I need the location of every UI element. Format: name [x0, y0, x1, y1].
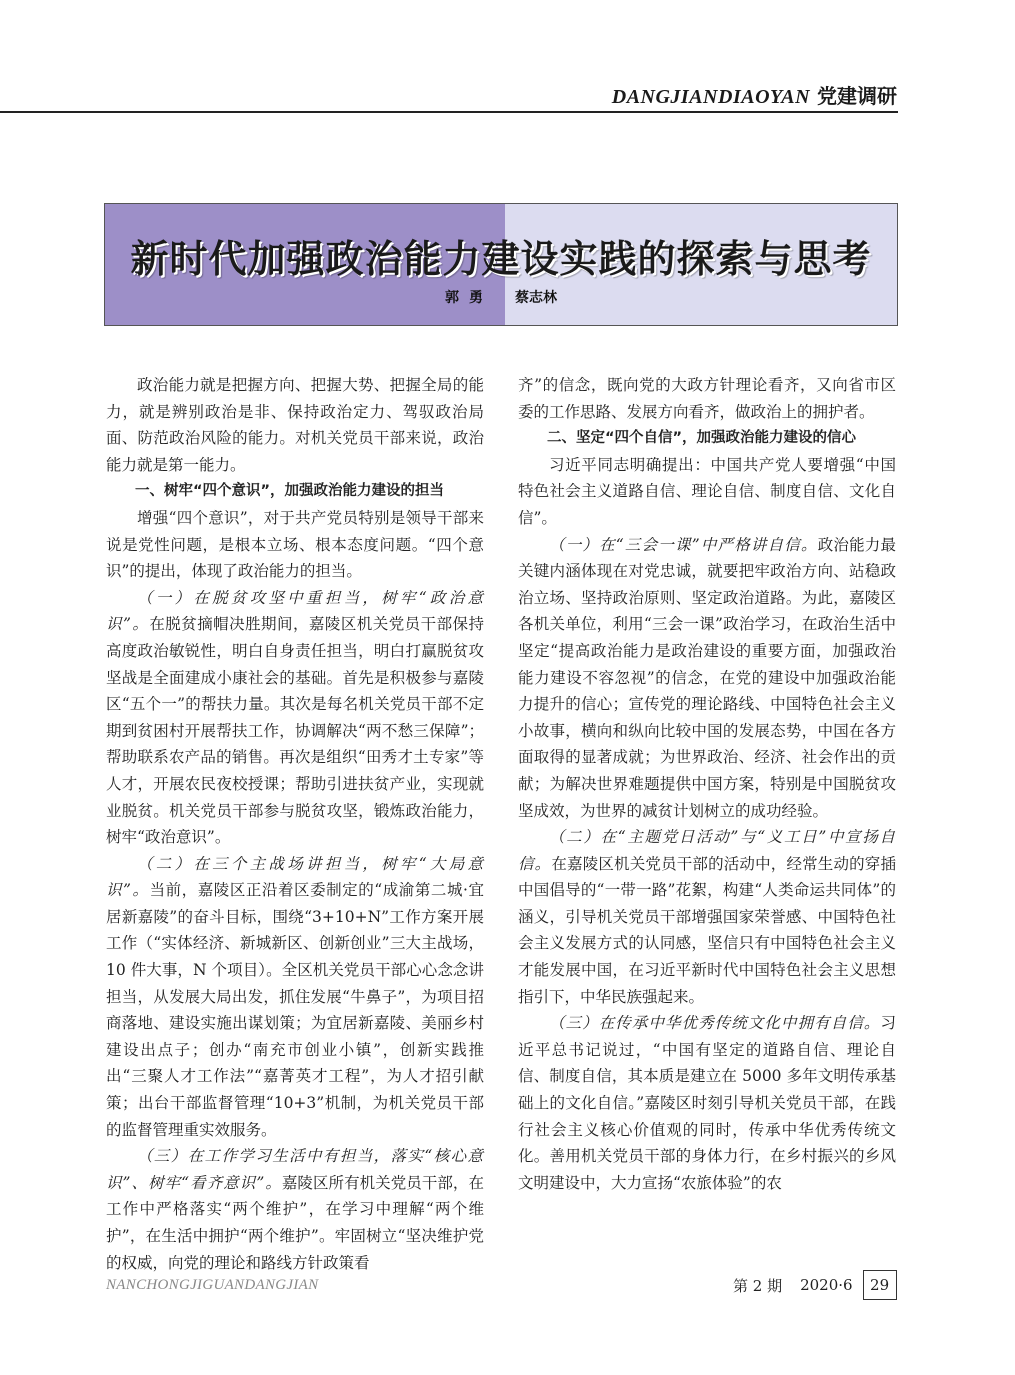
author-2: 蔡志林 — [515, 290, 557, 306]
header-rule — [0, 111, 898, 113]
paragraph-text: 在脱贫摘帽决胜期间，嘉陵区机关党员干部保持高度政治敏锐性，明白自身责任担当，明白打赢脱贫攻坚战是全面建成小康社会的基础。首先是积极参与嘉陵区“五个一”的帮扶力量。其次是每名机关党员干部不定期到贫困村开展帮扶工作，协调解决“两不愁三保障”；帮助联系农产品的销售。再次是组织“田秀才土专家”等人才，开展农民夜校授课；帮助引进扶贫产业，实现就业脱贫。机关党员干部参与脱贫攻坚，锻炼政治能力，树牢“政治意识”。 — [106, 615, 484, 847]
paragraph — [518, 532, 896, 825]
left-column — [106, 372, 484, 1276]
title-banner — [104, 203, 898, 326]
paragraph-text: 在嘉陵区机关党员干部的活动中，经常生动的穿插中国倡导的“一带一路”花絮，构建“人类命运共同体”的涵义，引导机关党员干部增强国家荣誉感、中国特色社会主义发展方式的认同感，坚信只有中国特色社会主义才能发展中国，在习近平新时代中国特色社会主义思想指引下，中华民族强起来。 — [518, 854, 896, 1006]
paragraph — [518, 824, 896, 1010]
paragraph — [106, 851, 484, 1144]
subheading: （一）在脱贫攻坚中重担当，树牢“政治意识”。 — [106, 588, 484, 634]
article-authors — [105, 287, 897, 307]
subheading: （一）在“三会一课”中严格讲自信。 — [549, 535, 818, 554]
section-name-chinese: 党建调研 — [817, 84, 897, 108]
section-heading-2: 二、坚定“四个自信”，加强政治能力建设的信心 — [547, 430, 857, 447]
paragraph-text: 政治能力最关键内涵体现在对党忠诚，就要把牢政治方向、站稳政治立场、坚持政治原则、坚定政治道路。为此，嘉陵区各机关单位，利用“三会一课”政治学习，在政治生活中坚定“提高政治能力是政治建设的重要方面，加强政治能力建设不容忽视”的信念，在党的建设中加强政治能力提升的信心；宣传党的理论路线、中国特色社会主义小故事，横向和纵向比较中国的发展态势，中国在各方面取得的显著成就；为世界政治、经济、社会作出的贡献；为解决世界难题提供中国方案，特别是中国脱贫攻坚成效，为世界的减贫计划树立的成功经验。 — [518, 535, 896, 820]
journal-name: NANCHONGJIGUANDANGJIAN — [106, 1277, 319, 1293]
right-column — [518, 372, 896, 1196]
section-header — [612, 80, 897, 109]
author-1: 郭勇 — [445, 290, 493, 306]
issue-info — [733, 1270, 897, 1300]
paragraph — [518, 1010, 896, 1196]
subheading: （三）在工作学习生活中有担当，落实“核心意识”、树牢“看齐意识”。 — [106, 1147, 484, 1192]
paragraph — [106, 1143, 484, 1276]
paragraph-text: 嘉陵区所有机关党员干部，在工作中严格落实“两个维护”，在学习中理解“两个维护”，在生活中拥护“两个维护”。牢固树立“坚决维护党的权威，向党的理论和路线方针政策看 — [106, 1173, 484, 1272]
intro-paragraph: 政治能力就是把握方向、把握大势、把握全局的能力，就是辨别政治是非、保持政治定力、驾驭政治局面、防范政治风险的能力。对机关党员干部来说，政治能力就是第一能力。 — [106, 376, 484, 474]
issue-number: 第 2 期 — [733, 1276, 783, 1295]
subheading: （二）在三个主战场讲担当，树牢“大局意识”。 — [106, 854, 484, 900]
paragraph — [106, 585, 484, 851]
subheading: （二）在“主题党日活动”与“义工日”中宣扬自信。 — [518, 828, 896, 873]
paragraph: 齐”的信念，既向党的大政方针理论看齐，又向省市区委的工作思路、发展方向看齐，做政治上的拥护者。 — [518, 376, 896, 421]
paragraph-text: 习近平总书记说过，“中国有坚定的道路自信、理论自信、制度自信，其本质是建立在 5000 多年文明传承基础上的文化自信。”嘉陵区时刻引导机关党员干部，在践行社会主义核心价值观的同时，传承中华优秀传统文化。善用机关党员干部的身体力行，在乡村振兴的乡风文明建设中，大力宣扬“农旅体验”的农 — [518, 1014, 896, 1192]
paragraph: 增强“四个意识”，对于共产党员特别是领导干部来说是党性问题，是根本立场、根本态度问题。“四个意识”的提出，体现了政治能力的担当。 — [106, 508, 484, 581]
subheading: （三）在传承中华优秀传统文化中拥有自信。 — [549, 1014, 881, 1033]
paragraph-text: 当前，嘉陵区正沿着区委制定的“成渝第二城·宜居新嘉陵”的奋斗目标，围绕“3+10+N”工作方案开展工作（“实体经济、新城新区、创新创业”三大主战场，10 件大事，N 个项目）。全区机关党员干部心心念念讲担当，从发展大局出发，抓住发展“牛鼻子”，为项目招商落地、建设实施出谋划策；为宜居新嘉陵、美丽乡村建设出点子；创办“南充市创业小镇”，创新实践推出“三聚人才工作法”“嘉菁英才工程”，为人才招引献策；出台干部监督管理“10+3”机制，为机关党员干部的监督管理重实效服务。 — [106, 881, 484, 1139]
paragraph: 习近平同志明确提出：中国共产党人要增强“中国特色社会主义道路自信、理论自信、制度自信、文化自信”。 — [518, 455, 896, 527]
issue-date: 2020·6 — [800, 1276, 853, 1294]
section-name-latin: DANGJIANDIAOYAN — [611, 86, 811, 108]
page-number: 29 — [863, 1270, 897, 1300]
section-heading-1: 一、树牢“四个意识”，加强政治能力建设的担当 — [135, 483, 445, 500]
article-title: 新时代加强政治能力建设实践的探索与思考 — [130, 236, 872, 281]
